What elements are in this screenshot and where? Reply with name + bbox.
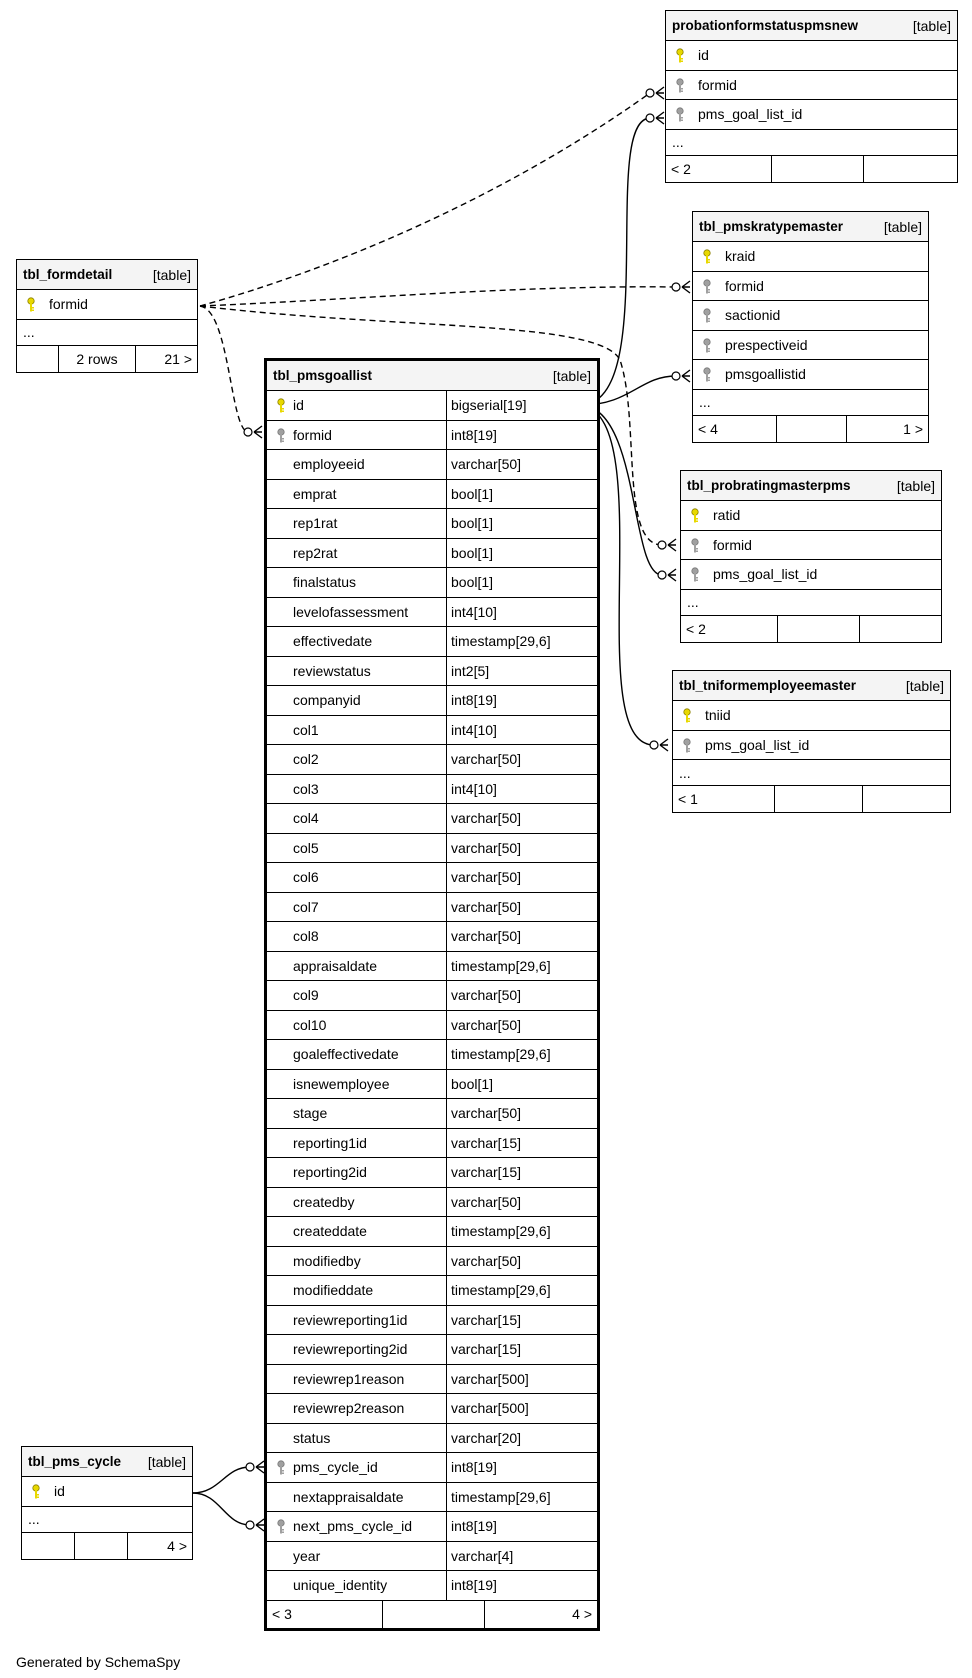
column-name: pms_goal_list_id — [698, 106, 803, 123]
column-type: varchar[4] — [451, 1547, 514, 1564]
children-link[interactable]: 21 > — [164, 350, 192, 367]
parents-link[interactable]: < 3 — [267, 1601, 383, 1628]
column-row[interactable] — [267, 1276, 597, 1306]
column-type: int8[19] — [451, 1459, 497, 1476]
children-link[interactable]: 4 > — [167, 1537, 187, 1554]
column-name: emprat — [267, 480, 447, 509]
more-columns: ... — [666, 130, 957, 156]
column-name: finalstatus — [267, 568, 447, 597]
column-row[interactable] — [267, 1070, 597, 1100]
column-row[interactable] — [267, 657, 597, 687]
column-type: int8[19] — [451, 1577, 497, 1594]
column-name: appraisaldate — [267, 952, 447, 981]
column-row[interactable] — [267, 539, 597, 569]
column-name: next_pms_cycle_id — [267, 1512, 447, 1541]
column-name: nextappraisaldate — [267, 1483, 447, 1512]
column-row[interactable] — [267, 598, 597, 628]
column-name: companyid — [267, 686, 447, 715]
row-count — [772, 156, 864, 182]
children-link[interactable] — [864, 156, 957, 182]
column-row[interactable] — [267, 1188, 597, 1218]
parents-link[interactable] — [17, 346, 59, 372]
foreign-key-icon — [689, 567, 701, 583]
column-row[interactable] — [267, 1512, 597, 1542]
more-columns: ... — [693, 390, 928, 416]
table-tbl-pms-cycle[interactable] — [21, 1446, 193, 1560]
column-type: varchar[50] — [451, 928, 522, 945]
primary-key-icon — [681, 708, 693, 724]
column-row[interactable] — [267, 480, 597, 510]
foreign-key-icon — [681, 738, 693, 754]
table-name: tbl_pmskratypemaster — [699, 219, 844, 234]
column-name: sactionid — [725, 307, 781, 324]
parents-link[interactable]: < 2 — [666, 156, 772, 182]
row-count — [775, 786, 863, 812]
column-name: goaleffectivedate — [267, 1040, 447, 1069]
column-type: int8[19] — [451, 426, 497, 443]
more-columns: ... — [22, 1507, 192, 1533]
foreign-key-icon — [275, 1460, 287, 1476]
column-type: varchar[20] — [451, 1429, 522, 1446]
link-formdetail-kratype — [200, 287, 676, 306]
table-footer — [22, 1533, 192, 1559]
table-header — [666, 11, 957, 41]
table-footer — [673, 786, 950, 812]
column-row[interactable] — [267, 981, 597, 1011]
table-kind: [table] — [152, 266, 191, 283]
column-row[interactable] — [267, 1542, 597, 1572]
table-name: probationformstatuspmsnew — [672, 18, 859, 33]
column-row[interactable] — [666, 100, 957, 130]
table-kind: [table] — [896, 477, 935, 494]
table-header — [22, 1447, 192, 1477]
column-row[interactable] — [267, 1217, 597, 1247]
column-row[interactable] — [267, 627, 597, 657]
column-row[interactable] — [267, 686, 597, 716]
foreign-key-icon — [701, 367, 713, 383]
column-row[interactable] — [267, 716, 597, 746]
table-header — [267, 361, 597, 391]
column-type: varchar[50] — [451, 1016, 522, 1033]
column-list — [267, 391, 597, 1601]
column-name: col3 — [267, 775, 447, 804]
column-type: timestamp[29,6] — [451, 1282, 551, 1299]
column-row[interactable] — [267, 1335, 597, 1365]
column-row[interactable] — [267, 1424, 597, 1454]
foreign-key-icon — [275, 428, 287, 444]
column-name: modifiedby — [267, 1247, 447, 1276]
table-kind: [table] — [147, 1453, 186, 1470]
column-row[interactable] — [267, 1129, 597, 1159]
column-row[interactable] — [693, 301, 928, 331]
column-name: col5 — [267, 834, 447, 863]
column-name: formid — [725, 277, 764, 294]
table-kind: [table] — [552, 367, 591, 384]
primary-key-icon — [275, 398, 287, 414]
column-name: employeeid — [267, 450, 447, 479]
column-type: int2[5] — [451, 662, 490, 679]
column-name: unique_identity — [267, 1571, 447, 1600]
table-name: tbl_formdetail — [23, 267, 113, 282]
more-columns: ... — [681, 590, 941, 616]
column-name: modifieddate — [267, 1276, 447, 1305]
column-name: formid — [267, 421, 447, 450]
column-name: rep2rat — [267, 539, 447, 568]
column-type: varchar[50] — [451, 810, 522, 827]
column-name: reviewreporting2id — [267, 1335, 447, 1364]
column-type: varchar[50] — [451, 987, 522, 1004]
column-type: timestamp[29,6] — [451, 1223, 551, 1240]
column-name: reviewstatus — [267, 657, 447, 686]
table-footer — [666, 156, 957, 182]
column-row[interactable] — [267, 1365, 597, 1395]
column-row[interactable] — [267, 1247, 597, 1277]
column-name: reviewrep2reason — [267, 1394, 447, 1423]
link-cycle-goallist-2 — [193, 1493, 250, 1525]
table-tbl-pmskratypemaster[interactable] — [692, 211, 929, 443]
column-row[interactable] — [681, 560, 941, 590]
column-name: ratid — [713, 507, 741, 524]
column-row[interactable] — [22, 1477, 192, 1507]
link-cycle-goallist-1 — [193, 1467, 250, 1493]
more-columns: ... — [17, 320, 197, 346]
primary-key-icon — [689, 508, 701, 524]
foreign-key-icon — [701, 279, 713, 295]
primary-key-icon — [701, 249, 713, 265]
column-name: col6 — [267, 863, 447, 892]
column-name: col9 — [267, 981, 447, 1010]
column-name: prespectiveid — [725, 336, 808, 353]
column-name: pms_goal_list_id — [713, 566, 818, 583]
row-count: 2 rows — [59, 346, 136, 372]
link-formdetail-probation — [200, 93, 650, 306]
column-type: bool[1] — [451, 574, 494, 591]
table-kind: [table] — [912, 17, 951, 34]
column-row[interactable] — [267, 893, 597, 923]
column-type: varchar[15] — [451, 1311, 522, 1328]
table-header — [681, 471, 941, 501]
primary-key-icon — [25, 297, 37, 313]
column-row[interactable] — [267, 1483, 597, 1513]
column-row[interactable] — [267, 568, 597, 598]
column-row[interactable] — [267, 1394, 597, 1424]
table-footer — [681, 616, 941, 642]
table-name: tbl_pms_cycle — [28, 1454, 122, 1469]
column-name: col8 — [267, 922, 447, 951]
column-name: pms_goal_list_id — [705, 736, 810, 753]
table-probationformstatuspmsnew[interactable] — [665, 10, 958, 183]
column-row[interactable] — [666, 41, 957, 71]
column-row[interactable] — [693, 360, 928, 390]
column-name: reviewreporting1id — [267, 1306, 447, 1335]
children-link[interactable]: 4 > — [572, 1606, 592, 1622]
column-name: col7 — [267, 893, 447, 922]
column-row[interactable] — [267, 922, 597, 952]
column-name: formid — [698, 76, 737, 93]
column-row[interactable] — [267, 1306, 597, 1336]
column-name: col10 — [267, 1011, 447, 1040]
column-type: varchar[50] — [451, 1105, 522, 1122]
column-type: varchar[15] — [451, 1341, 522, 1358]
column-name: col2 — [267, 745, 447, 774]
table-footer — [267, 1601, 597, 1628]
column-name: levelofassessment — [267, 598, 447, 627]
children-link[interactable] — [863, 786, 950, 812]
column-type: timestamp[29,6] — [451, 633, 551, 650]
column-name: stage — [267, 1099, 447, 1128]
parents-link[interactable]: < 2 — [681, 616, 778, 642]
column-row[interactable] — [267, 863, 597, 893]
column-row[interactable] — [267, 1571, 597, 1601]
column-row[interactable] — [267, 745, 597, 775]
column-type: int4[10] — [451, 603, 497, 620]
column-type: varchar[50] — [451, 751, 522, 768]
row-count — [383, 1601, 485, 1628]
generated-by-note: Generated by SchemaSpy — [16, 1654, 181, 1670]
column-name: createdby — [267, 1188, 447, 1217]
column-row[interactable] — [267, 391, 597, 421]
children-link[interactable] — [860, 616, 941, 642]
column-row[interactable] — [681, 501, 941, 531]
column-type: varchar[50] — [451, 898, 522, 915]
table-tbl-pmsgoallist[interactable] — [264, 358, 600, 1631]
table-name: tbl_tniformemployeemaster — [679, 678, 857, 693]
column-name: col4 — [267, 804, 447, 833]
column-name: id — [698, 47, 709, 64]
table-tbl-probratingmasterpms[interactable] — [680, 470, 942, 643]
column-name: isnewemployee — [267, 1070, 447, 1099]
column-type: int8[19] — [451, 692, 497, 709]
column-row[interactable] — [267, 834, 597, 864]
column-row[interactable] — [267, 1040, 597, 1070]
column-row[interactable] — [673, 731, 950, 761]
table-footer — [693, 416, 928, 442]
column-row[interactable] — [267, 509, 597, 539]
column-row[interactable] — [681, 531, 941, 561]
column-name: pmsgoallistid — [725, 366, 806, 383]
column-row[interactable] — [673, 701, 950, 731]
column-name: year — [267, 1542, 447, 1571]
column-type: timestamp[29,6] — [451, 1046, 551, 1063]
column-type: bool[1] — [451, 515, 494, 532]
column-type: bool[1] — [451, 544, 494, 561]
column-type: int4[10] — [451, 780, 497, 797]
link-formdetail-goallist — [200, 306, 248, 432]
column-name: formid — [713, 536, 752, 553]
foreign-key-icon — [275, 1519, 287, 1535]
column-name: createddate — [267, 1217, 447, 1246]
column-name: formid — [49, 296, 88, 313]
table-footer — [17, 346, 197, 372]
column-type: varchar[50] — [451, 869, 522, 886]
column-row[interactable] — [267, 1453, 597, 1483]
primary-key-icon — [674, 48, 686, 64]
column-type: varchar[15] — [451, 1134, 522, 1151]
row-count — [778, 616, 860, 642]
column-name: pms_cycle_id — [267, 1453, 447, 1482]
column-name: effectivedate — [267, 627, 447, 656]
column-name: id — [267, 391, 447, 420]
column-type: bool[1] — [451, 1075, 494, 1092]
row-count — [777, 416, 847, 442]
column-row[interactable] — [693, 242, 928, 272]
column-name: tniid — [705, 707, 731, 724]
column-row[interactable] — [666, 71, 957, 101]
column-type: timestamp[29,6] — [451, 957, 551, 974]
column-name: reviewrep1reason — [267, 1365, 447, 1394]
column-name: id — [54, 1483, 65, 1500]
column-type: varchar[50] — [451, 1252, 522, 1269]
column-type: int4[10] — [451, 721, 497, 738]
column-row[interactable] — [267, 804, 597, 834]
children-link[interactable]: 1 > — [903, 420, 923, 437]
column-type: varchar[500] — [451, 1400, 529, 1417]
column-name: reporting2id — [267, 1158, 447, 1187]
column-row[interactable] — [267, 421, 597, 451]
table-header — [17, 260, 197, 290]
more-columns: ... — [673, 760, 950, 786]
column-row[interactable] — [267, 775, 597, 805]
table-name: tbl_probratingmasterpms — [687, 478, 851, 493]
table-header — [673, 671, 950, 701]
column-type: int8[19] — [451, 1518, 497, 1535]
column-name: kraid — [725, 248, 756, 265]
column-row[interactable] — [267, 1011, 597, 1041]
column-name: rep1rat — [267, 509, 447, 538]
primary-key-icon — [30, 1484, 42, 1500]
column-name: col1 — [267, 716, 447, 745]
column-type: varchar[15] — [451, 1164, 522, 1181]
table-kind: [table] — [883, 218, 922, 235]
row-count — [75, 1533, 128, 1559]
column-row[interactable] — [17, 290, 197, 320]
foreign-key-icon — [701, 308, 713, 324]
column-type: varchar[500] — [451, 1370, 529, 1387]
column-type: bool[1] — [451, 485, 494, 502]
column-type: timestamp[29,6] — [451, 1488, 551, 1505]
foreign-key-icon — [674, 78, 686, 94]
column-row[interactable] — [267, 1158, 597, 1188]
column-type: varchar[50] — [451, 1193, 522, 1210]
parents-link[interactable]: < 1 — [673, 786, 775, 812]
foreign-key-icon — [689, 538, 701, 554]
column-name: reporting1id — [267, 1129, 447, 1158]
table-kind: [table] — [905, 677, 944, 694]
foreign-key-icon — [701, 338, 713, 354]
parents-link[interactable] — [22, 1533, 75, 1559]
table-name: tbl_pmsgoallist — [273, 368, 373, 383]
column-type: bigserial[19] — [451, 397, 527, 414]
column-row[interactable] — [267, 952, 597, 982]
column-row[interactable] — [267, 1099, 597, 1129]
foreign-key-icon — [674, 107, 686, 123]
column-row[interactable] — [693, 272, 928, 302]
column-row[interactable] — [267, 450, 597, 480]
table-tbl-tniformemployeemaster[interactable] — [672, 670, 951, 813]
column-row[interactable] — [693, 331, 928, 361]
table-header — [693, 212, 928, 242]
column-type: varchar[50] — [451, 456, 522, 473]
parents-link[interactable]: < 4 — [693, 416, 777, 442]
column-name: status — [267, 1424, 447, 1453]
column-type: varchar[50] — [451, 839, 522, 856]
table-tbl-formdetail[interactable] — [16, 259, 198, 373]
